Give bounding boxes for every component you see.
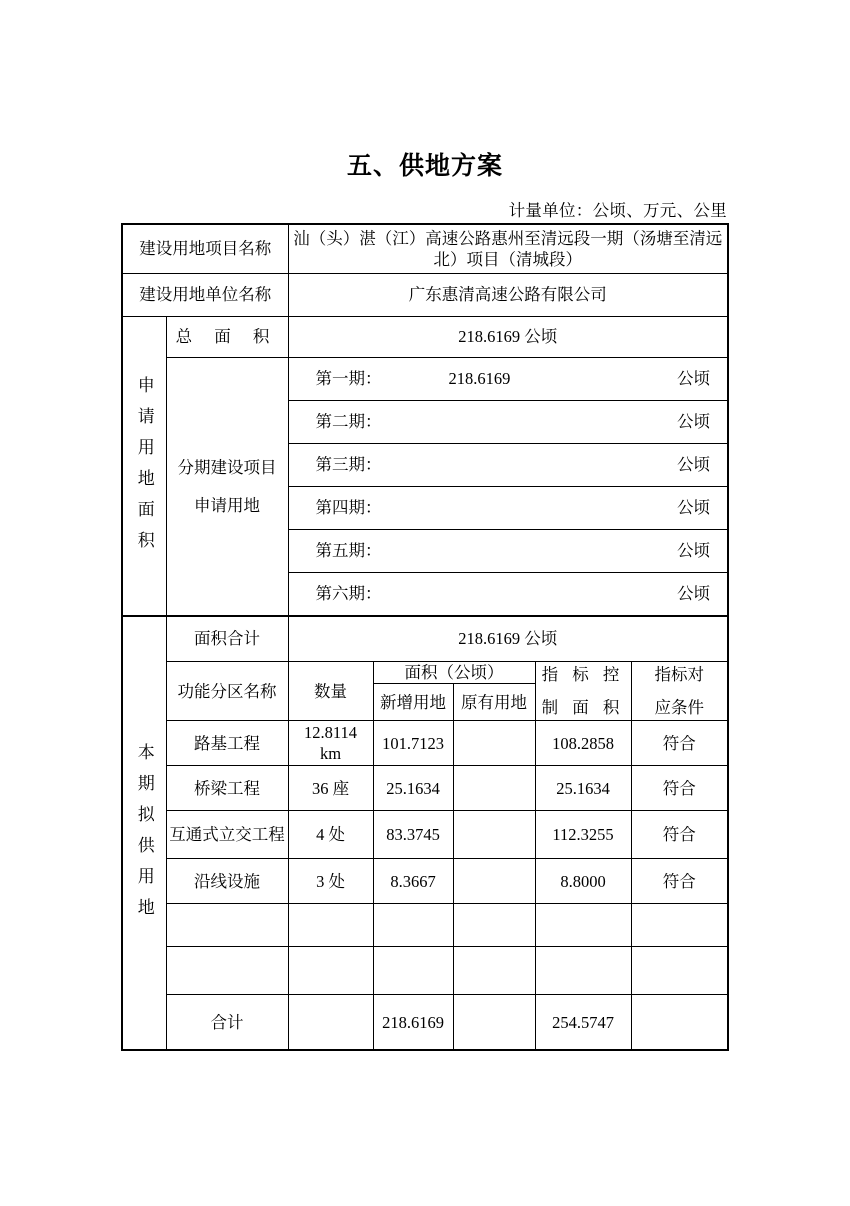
header-area-group: 面积（公顷） <box>373 662 535 684</box>
row-1-index-condition: 符合 <box>631 766 728 811</box>
table-row <box>122 721 728 766</box>
row-3-existing-land <box>453 859 535 904</box>
row-2-existing-land <box>453 811 535 859</box>
table-row <box>122 766 728 811</box>
row-2-quantity: 4 处 <box>288 811 373 859</box>
row-4-zone-name <box>166 904 288 947</box>
header-quantity: 数量 <box>288 662 373 721</box>
header-new-land: 新增用地 <box>373 684 453 721</box>
row-5-index-control-area <box>535 947 631 995</box>
table-row-phase-1 <box>122 358 728 401</box>
phase-1-label: 第一期： <box>315 369 382 389</box>
phase-2-label: 第二期： <box>315 412 382 432</box>
phase-5-cell <box>288 530 728 573</box>
table-row-zone-header-top <box>122 662 728 684</box>
phase-6-label: 第六期： <box>315 584 382 604</box>
measurement-unit-note: 计量单位：公顷、万元、公里 <box>508 201 727 220</box>
row-1-quantity: 36 座 <box>288 766 373 811</box>
row-5-index-condition <box>631 947 728 995</box>
total-zone-name: 合计 <box>166 995 288 1051</box>
phased-construction-label-line2: 申请用地 <box>194 495 260 515</box>
total-index-control-area: 254.5747 <box>535 995 631 1051</box>
phase-3-unit: 公顷 <box>677 455 711 475</box>
page-title: 五、供地方案 <box>346 152 503 180</box>
total-index-condition <box>631 995 728 1051</box>
row-5-quantity <box>288 947 373 995</box>
project-name-label: 建设用地项目名称 <box>122 224 288 274</box>
table-row-project-name <box>122 224 728 274</box>
row-1-new-land: 25.1634 <box>373 766 453 811</box>
phase-1-cell <box>288 358 728 401</box>
land-supply-plan-table <box>121 223 729 1051</box>
row-0-zone-name: 路基工程 <box>166 721 288 766</box>
row-1-zone-name: 桥梁工程 <box>166 766 288 811</box>
row-5-existing-land <box>453 947 535 995</box>
row-4-new-land <box>373 904 453 947</box>
phase-6-unit: 公顷 <box>677 584 711 604</box>
phase-4-unit: 公顷 <box>677 498 711 518</box>
row-4-existing-land <box>453 904 535 947</box>
table-row <box>122 947 728 995</box>
row-2-new-land: 83.3745 <box>373 811 453 859</box>
phase-4-cell <box>288 487 728 530</box>
project-name-value: 汕（头）湛（江）高速公路惠州至清远段一期（汤塘至清远北）项目（清城段） <box>288 224 728 274</box>
row-0-new-land: 101.7123 <box>373 721 453 766</box>
total-new-land: 218.6169 <box>373 995 453 1051</box>
phased-construction-label-line1: 分期建设项目 <box>177 458 277 478</box>
header-existing-land: 原有用地 <box>453 684 535 721</box>
current-supply-vertical-label <box>122 616 166 1050</box>
row-4-quantity <box>288 904 373 947</box>
area-sum-label: 面积合计 <box>166 616 288 662</box>
total-existing-land <box>453 995 535 1051</box>
unit-name-value: 广东惠清高速公路有限公司 <box>288 274 728 317</box>
row-3-index-condition: 符合 <box>631 859 728 904</box>
header-index-control-area-line2: 制 面 积 <box>541 698 625 718</box>
table-row <box>122 904 728 947</box>
row-0-quantity-line2: km <box>319 744 342 764</box>
total-area-value: 218.6169 公顷 <box>288 317 728 358</box>
row-5-zone-name <box>166 947 288 995</box>
phased-construction-label <box>166 358 288 617</box>
total-area-label: 总 面 积 <box>166 317 288 358</box>
table-row-unit-name <box>122 274 728 317</box>
apply-area-vertical-label <box>122 317 166 617</box>
row-2-index-condition: 符合 <box>631 811 728 859</box>
phase-4-label: 第四期： <box>315 498 382 518</box>
phase-2-unit: 公顷 <box>677 412 711 432</box>
row-1-existing-land <box>453 766 535 811</box>
row-3-index-control-area: 8.8000 <box>535 859 631 904</box>
phase-3-cell <box>288 444 728 487</box>
phase-5-unit: 公顷 <box>677 541 711 561</box>
row-1-index-control-area: 25.1634 <box>535 766 631 811</box>
table-row-total <box>122 995 728 1051</box>
phase-6-cell <box>288 573 728 617</box>
phase-1-unit: 公顷 <box>677 369 711 389</box>
table-row <box>122 811 728 859</box>
header-index-condition-line1: 指标对 <box>654 664 704 684</box>
header-index-control-area-line1: 指 标 控 <box>541 664 625 684</box>
row-2-zone-name: 互通式立交工程 <box>166 811 288 859</box>
header-index-control-area <box>535 662 631 721</box>
row-0-quantity <box>288 721 373 766</box>
row-3-zone-name: 沿线设施 <box>166 859 288 904</box>
phase-5-label: 第五期： <box>315 541 382 561</box>
apply-area-vertical-label-text: 申请用地面积 <box>134 376 154 562</box>
header-index-condition-line2: 应条件 <box>654 698 704 718</box>
row-3-quantity: 3 处 <box>288 859 373 904</box>
phase-3-label: 第三期： <box>315 455 382 475</box>
table-row-area-sum <box>122 616 728 662</box>
header-zone-name: 功能分区名称 <box>166 662 288 721</box>
table-row <box>122 859 728 904</box>
row-5-new-land <box>373 947 453 995</box>
table-row-total-area <box>122 317 728 358</box>
row-2-index-control-area: 112.3255 <box>535 811 631 859</box>
row-3-new-land: 8.3667 <box>373 859 453 904</box>
unit-name-label: 建设用地单位名称 <box>122 274 288 317</box>
total-quantity <box>288 995 373 1051</box>
row-4-index-control-area <box>535 904 631 947</box>
row-4-index-condition <box>631 904 728 947</box>
current-supply-vertical-label-text: 本期拟供用地 <box>134 743 154 930</box>
row-0-index-condition: 符合 <box>631 721 728 766</box>
phase-1-value: 218.6169 <box>448 369 511 389</box>
header-index-condition <box>631 662 728 721</box>
area-sum-value: 218.6169 公顷 <box>288 616 728 662</box>
row-0-index-control-area: 108.2858 <box>535 721 631 766</box>
phase-2-cell <box>288 401 728 444</box>
row-0-quantity-line1: 12.8114 <box>303 723 357 742</box>
row-0-existing-land <box>453 721 535 766</box>
